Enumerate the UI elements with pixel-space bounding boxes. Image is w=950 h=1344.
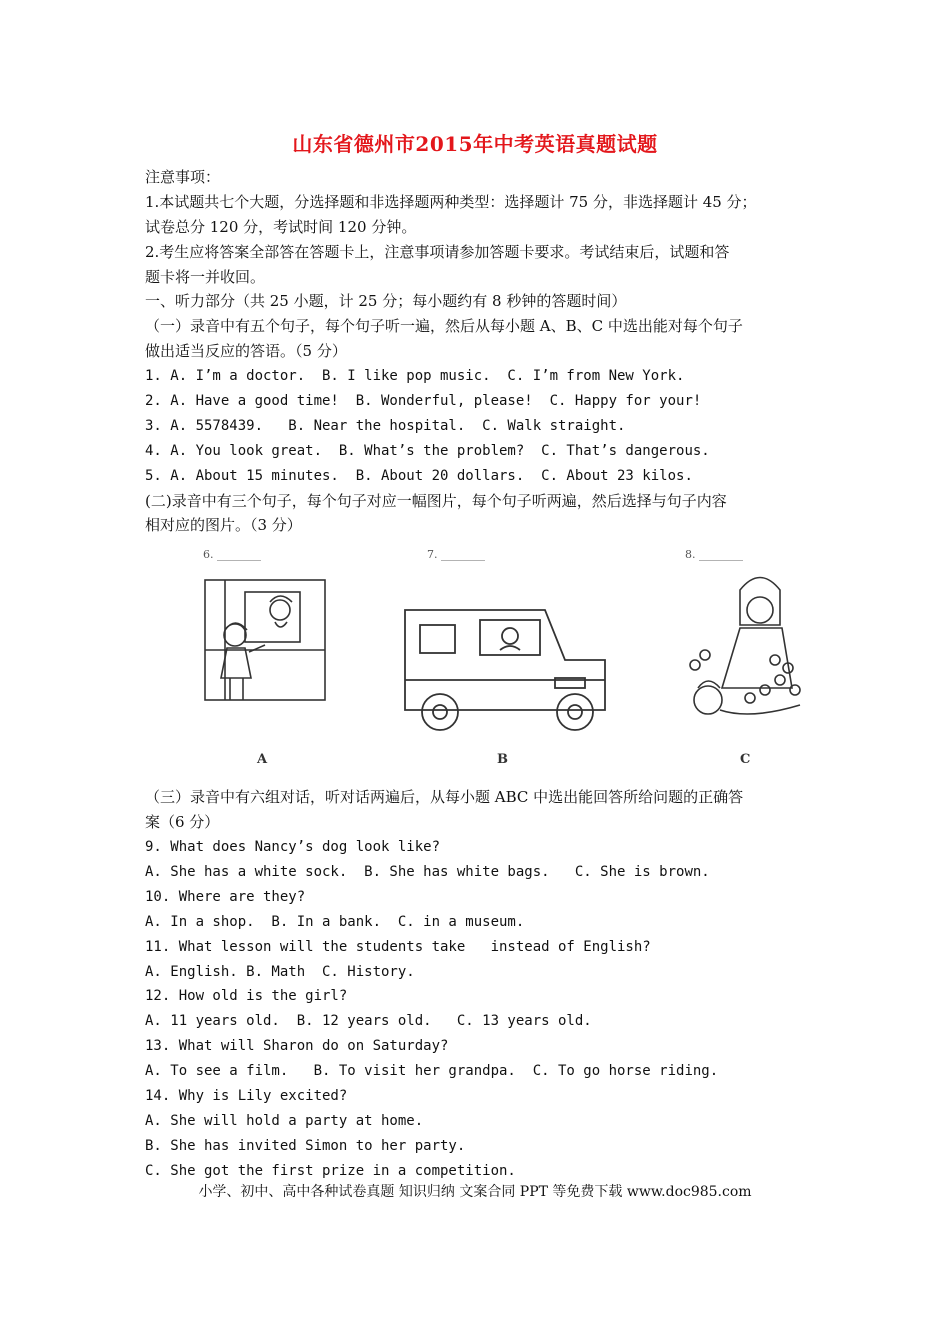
part1-heading: 一、听力部分（共 25 小题，计 25 分；每小题约有 8 秒钟的答题时间） (145, 292, 627, 311)
section3-instruction-a: （三）录音中有六组对话，听对话两遍后，从每小题 ABC 中选出能回答所给问题的正确答 (145, 788, 744, 807)
picture-a-letter: A (257, 752, 268, 768)
notice-item-2b: 题卡将一并收回。 (145, 267, 266, 286)
question-10: 10. Where are they? (145, 888, 306, 905)
section1-instruction-a: （一）录音中有五个句子，每个句子听一遍，然后从每小题 A、B、C 中选出能对每个句子 (145, 317, 743, 336)
question-12-options: A. 11 years old. B. 12 years old. C. 13 years old. (145, 1013, 592, 1030)
question-5: 5. A. About 15 minutes. B. About 20 dollars. C. About 23 kilos. (145, 467, 693, 484)
document-body (145, 165, 815, 1184)
question-3: 3. A. 5578439. B. Near the hospital. C. Walk straight. (145, 417, 626, 434)
ticket-booth-illustration-icon (175, 540, 345, 740)
girl-with-flowers-illustration-icon (680, 540, 820, 740)
question-13: 13. What will Sharon do on Saturday? (145, 1038, 449, 1055)
notice-item-1a: 1.本试题共七个大题，分选择题和非选择题两种类型：选择题计 75 分，非选择题计 45 分； (145, 192, 757, 211)
question-14-option-a: A. She will hold a party at home. (145, 1112, 424, 1129)
section2-instruction-b: 相对应的图片。（3 分） (145, 516, 302, 535)
question-11-options: A. English. B. Math C. History. (145, 963, 415, 980)
question-13-options: A. To see a film. B. To visit her grandpa. C. To go horse riding. (145, 1063, 719, 1080)
section1-instruction-b: 做出适当反应的答语。（5 分） (145, 342, 347, 361)
question-10-options: A. In a shop. B. In a bank. C. in a museum. (145, 913, 525, 930)
picture-b-blank: 7. ________ (427, 548, 485, 562)
notice-item-2a: 2.考生应将答案全部答在答题卡上，注意事项请参加答题卡要求。考试结束后，试题和答 (145, 242, 730, 261)
question-4: 4. A. You look great. B. What’s the problem? C. That’s dangerous. (145, 442, 710, 459)
section2-instruction-a: (二)录音中有三个句子，每个句子对应一幅图片，每个句子听两遍，然后选择与句子内容 (145, 491, 727, 510)
question-12: 12. How old is the girl? (145, 988, 348, 1005)
section3-instruction-b: 案（6 分） (145, 813, 220, 832)
delivery-truck-illustration-icon (385, 540, 625, 740)
picture-c-letter: C (740, 752, 751, 768)
question-1: 1. A. I’m a doctor. B. I like pop music. C. I’m from New York. (145, 368, 685, 385)
picture-a-blank: 6. ________ (203, 548, 261, 562)
question-2: 2. A. Have a good time! B. Wonderful, please! C. Happy for your! (145, 393, 702, 410)
picture-b (385, 540, 625, 768)
question-9-options: A. She has a white sock. B. She has white bags. C. She is brown. (145, 864, 710, 881)
question-14-option-c: C. She got the first prize in a competition. (145, 1162, 516, 1179)
notice-heading: 注意事项： (145, 168, 221, 186)
picture-b-letter: B (497, 752, 508, 768)
question-14-option-b: B. She has invited Simon to her party. (145, 1137, 466, 1154)
page-footer: 小学、初中、高中各种试卷真题 知识归纳 文案合同 PPT 等免费下载 www.doc985.com (198, 1184, 752, 1200)
picture-c (680, 540, 820, 768)
notice-item-1b: 试卷总分 120 分，考试时间 120 分钟。 (145, 217, 417, 236)
question-9: 9. What does Nancy’s dog look like? (145, 839, 441, 856)
picture-a (175, 540, 345, 768)
question-11: 11. What lesson will the students take instead of English? (145, 938, 651, 955)
question-14: 14. Why is Lily excited? (145, 1088, 348, 1105)
picture-c-blank: 8. ________ (685, 548, 743, 562)
page-title: 山东省德州市2015年中考英语真题试题 (292, 132, 658, 156)
picture-row (145, 540, 815, 785)
